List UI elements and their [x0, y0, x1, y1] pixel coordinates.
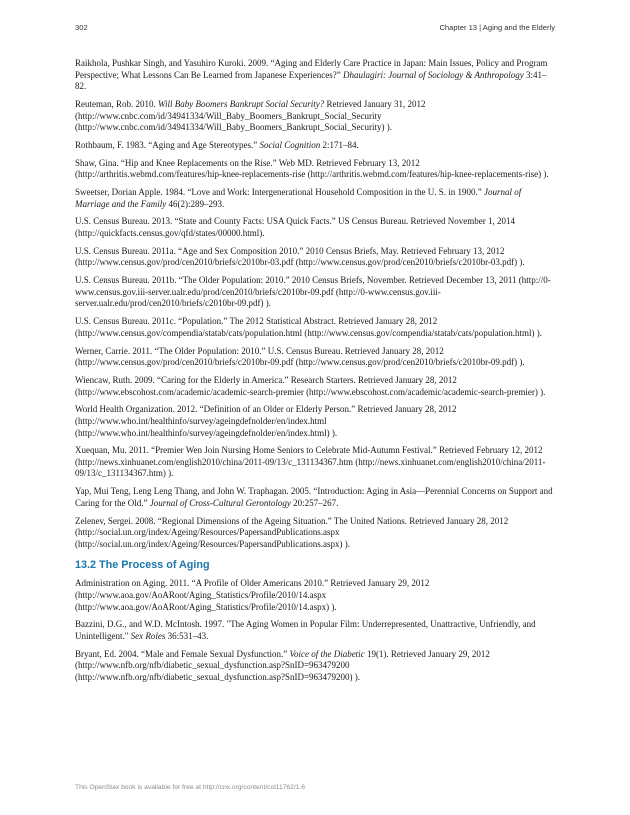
section-heading: 13.2 The Process of Aging — [75, 559, 210, 572]
reference-entry — [75, 346, 555, 369]
reference-entry — [75, 246, 555, 269]
page-footer: This OpenStax book is available for free at http://cnx.org/content/col11762/1.6 — [75, 784, 305, 791]
page-number: 302 — [75, 23, 88, 32]
reference-group-chapter-13-2 — [75, 578, 555, 683]
reference-text: 3:41–82. — [75, 69, 547, 92]
reference-entry — [75, 445, 555, 480]
reference-text: Yap, Mui Teng, Leng Leng Thang, and John W. Traphagan. 2005. “Introduction: Aging in Asia—Perennial Concerns on Support and Caring for the Old.” — [75, 486, 553, 508]
reference-text: Bazzini, D.G., and W.D. McIntosh. 1997. "The Aging Women in Popular Film: Underrepresented, Unattractive, Unfriendly, and Unintelligent." — [75, 619, 536, 641]
reference-entry — [75, 375, 555, 398]
reference-text: U.S. Census Bureau. 2013. “State and County Facts: USA Quick Facts.” US Census Bureau. Retrieved November 1, 2014 (http://quickfacts.census.gov/qfd/states/00000.html). — [75, 216, 515, 239]
reference-text: Bryant, Ed. 2004. “Male and Female Sexual Dysfunction.” — [75, 648, 290, 659]
reference-title-italic: Dhaulagiri: Journal of Sociology & Anthropology — [342, 69, 524, 80]
reference-list — [75, 58, 555, 690]
reference-title-italic: Voice of the Diabetic — [289, 648, 365, 659]
reference-title-italic: Will Baby Boomers Bankrupt Social Security? — [158, 98, 325, 109]
reference-text: Reuteman, Rob. 2010. — [75, 98, 158, 109]
reference-title-italic: Journal of Cross-Cultural Gerontology — [149, 497, 291, 508]
reference-entry — [75, 316, 555, 339]
reference-entry — [75, 187, 555, 210]
reference-entry — [75, 99, 555, 134]
reference-entry — [75, 404, 555, 439]
reference-title-italic: Social Cognition — [259, 139, 321, 150]
reference-text: U.S. Census Bureau. 2011c. “Population.” The 2012 Statistical Abstract. Retrieved January 28, 2012 (http://www.census.gov/compendia/statab/cats/population.html (http://www.census.gov/compendia/statab/cats/population.html) ). — [75, 316, 542, 338]
reference-entry — [75, 216, 555, 239]
reference-entry — [75, 486, 555, 509]
reference-text: Retrieved January 31, 2012 (http://www.cnbc.com/id/34941334/Will_Baby_Boomers_Bankrupt_Social_Security (http://www.cnbc.com/id/34941334/Will_Baby_Boomers_Bankrupt_Social_Security) ). — [75, 98, 426, 133]
chapter-title: Chapter 13 | Aging and the Elderly — [439, 23, 555, 32]
reference-text: Administration on Aging. 2011. “A Profile of Older Americans 2010.” Retrieved January 29, 2012 (http://www.aoa.gov/AoARoot/Aging_Statistics/Profile/2010/14.aspx (http://www.aoa.gov/AoARoot/Aging_Statistics/Profile/2010/14.aspx) ). — [75, 578, 430, 612]
reference-text: 20:257–267. — [290, 497, 339, 508]
reference-text: 46(2):289–293. — [166, 198, 225, 209]
reference-entry — [75, 578, 555, 613]
reference-text: U.S. Census Bureau. 2011a. “Age and Sex Composition 2010.” 2010 Census Briefs, May. Retrieved February 13, 2012 (http://www.census.gov/prod/cen2010/briefs/c2010br-03.pdf (http://www.census.gov/prod/cen2010/briefs/c2010br-03.pdf) ). — [75, 245, 525, 268]
reference-title-italic: Sex Roles — [130, 630, 166, 641]
reference-entry — [75, 158, 555, 181]
reference-entry — [75, 58, 555, 93]
reference-entry — [75, 619, 555, 642]
reference-text: Shaw, Gina. “Hip and Knee Replacements on the Rise.” Web MD. Retrieved February 13, 2012 (http://arthritis.webmd.com/features/hip-knee-replacements-rise (http://arthritis.webmd.com/features/hip-knee-replacements-rise) ). — [75, 157, 549, 180]
reference-entry — [75, 516, 555, 551]
reference-group-chapter-13-1 — [75, 58, 555, 550]
reference-text: Werner, Carrie. 2011. “The Older Population: 2010.” U.S. Census Bureau. Retrieved January 28, 2012 (http://www.census.gov/prod/cen2010/briefs/c2010br-09.pdf (http://www.census.gov/prod/cen2010/briefs/c2010br-09.pdf) ). — [75, 345, 525, 368]
reference-text: Xuequan, Mu. 2011. “Premier Wen Join Nursing Home Seniors to Celebrate Mid-Autumn Festival.” Retrieved February 12, 2012 (http://news.xinhuanet.com/english2010/china/2011-09/13/c_131134367.htm (http://news.xinhuanet.com/english2010/china/2011-09/13/c_131134367.htm) ). — [75, 445, 546, 479]
reference-entry — [75, 649, 555, 684]
reference-text: World Health Organization. 2012. “Definition of an Older or Elderly Person.” Retrieved January 28, 2012 (http://www.who.int/healthinfo/survey/ageingdefnolder/en/index.html (http://www.who.int/healthinfo/survey/ageingdefnolder/en/index.html) ). — [75, 404, 457, 438]
reference-entry — [75, 140, 555, 152]
reference-title-italic: Journal of Marriage and the Family — [75, 187, 522, 209]
reference-text: 36:531–43. — [165, 630, 209, 641]
reference-text: Wiencaw, Ruth. 2009. “Caring for the Elderly in America.” Research Starters. Retrieved January 28, 2012 (http://www.ebscohost.com/academic/academic-search-premier (http://www.ebscohost.com/academic/academic-search-premier) ). — [75, 374, 546, 397]
reference-text: 19(1). Retrieved January 29, 2012 (http://www.nfb.org/nfb/diabetic_sexual_dysfunction.asp?SnID=963479200 (http://www.nfb.org/nfb/diabetic_sexual_dysfunction.asp?SnID=963479200) ). — [75, 648, 490, 682]
reference-entry — [75, 275, 555, 310]
reference-text: U.S. Census Bureau. 2011b. “The Older Population: 2010.” 2010 Census Briefs, November. Retrieved December 13, 2011 (http://0-www.census.gov.iii-server.ualr.edu/prod/cen2010/briefs/c2010br-09.pdf (http://0-www.census.gov.iii-server.ualr.edu/prod/cen2010/briefs/c2010br-09.pdf) ). — [75, 275, 551, 309]
reference-text: Zelenev, Sergei. 2008. “Regional Dimensions of the Ageing Situation.” The United Nations. Retrieved January 28, 2012 (http://social.un.org/index/Ageing/Resources/PapersandPublications.aspx (http://social.un.org/index/Ageing/Resources/PapersandPublications.aspx) ). — [75, 515, 509, 549]
reference-text: Sweetser, Dorian Apple. 1984. “Love and Work: Intergenerational Household Composition in the U. S. in 1900.” — [75, 187, 485, 198]
reference-text: Rothbaum, F. 1983. “Aging and Age Stereotypes.” — [75, 139, 260, 150]
reference-text: Raikhola, Pushkar Singh, and Yasuhiro Kuroki. 2009. “Aging and Elderly Care Practice in Japan: Main Issues, Policy and Program Perspective; What Lessons Can Be Learned from Japanese Experiences?” — [75, 58, 548, 80]
reference-text: 2:171–84. — [320, 139, 359, 150]
